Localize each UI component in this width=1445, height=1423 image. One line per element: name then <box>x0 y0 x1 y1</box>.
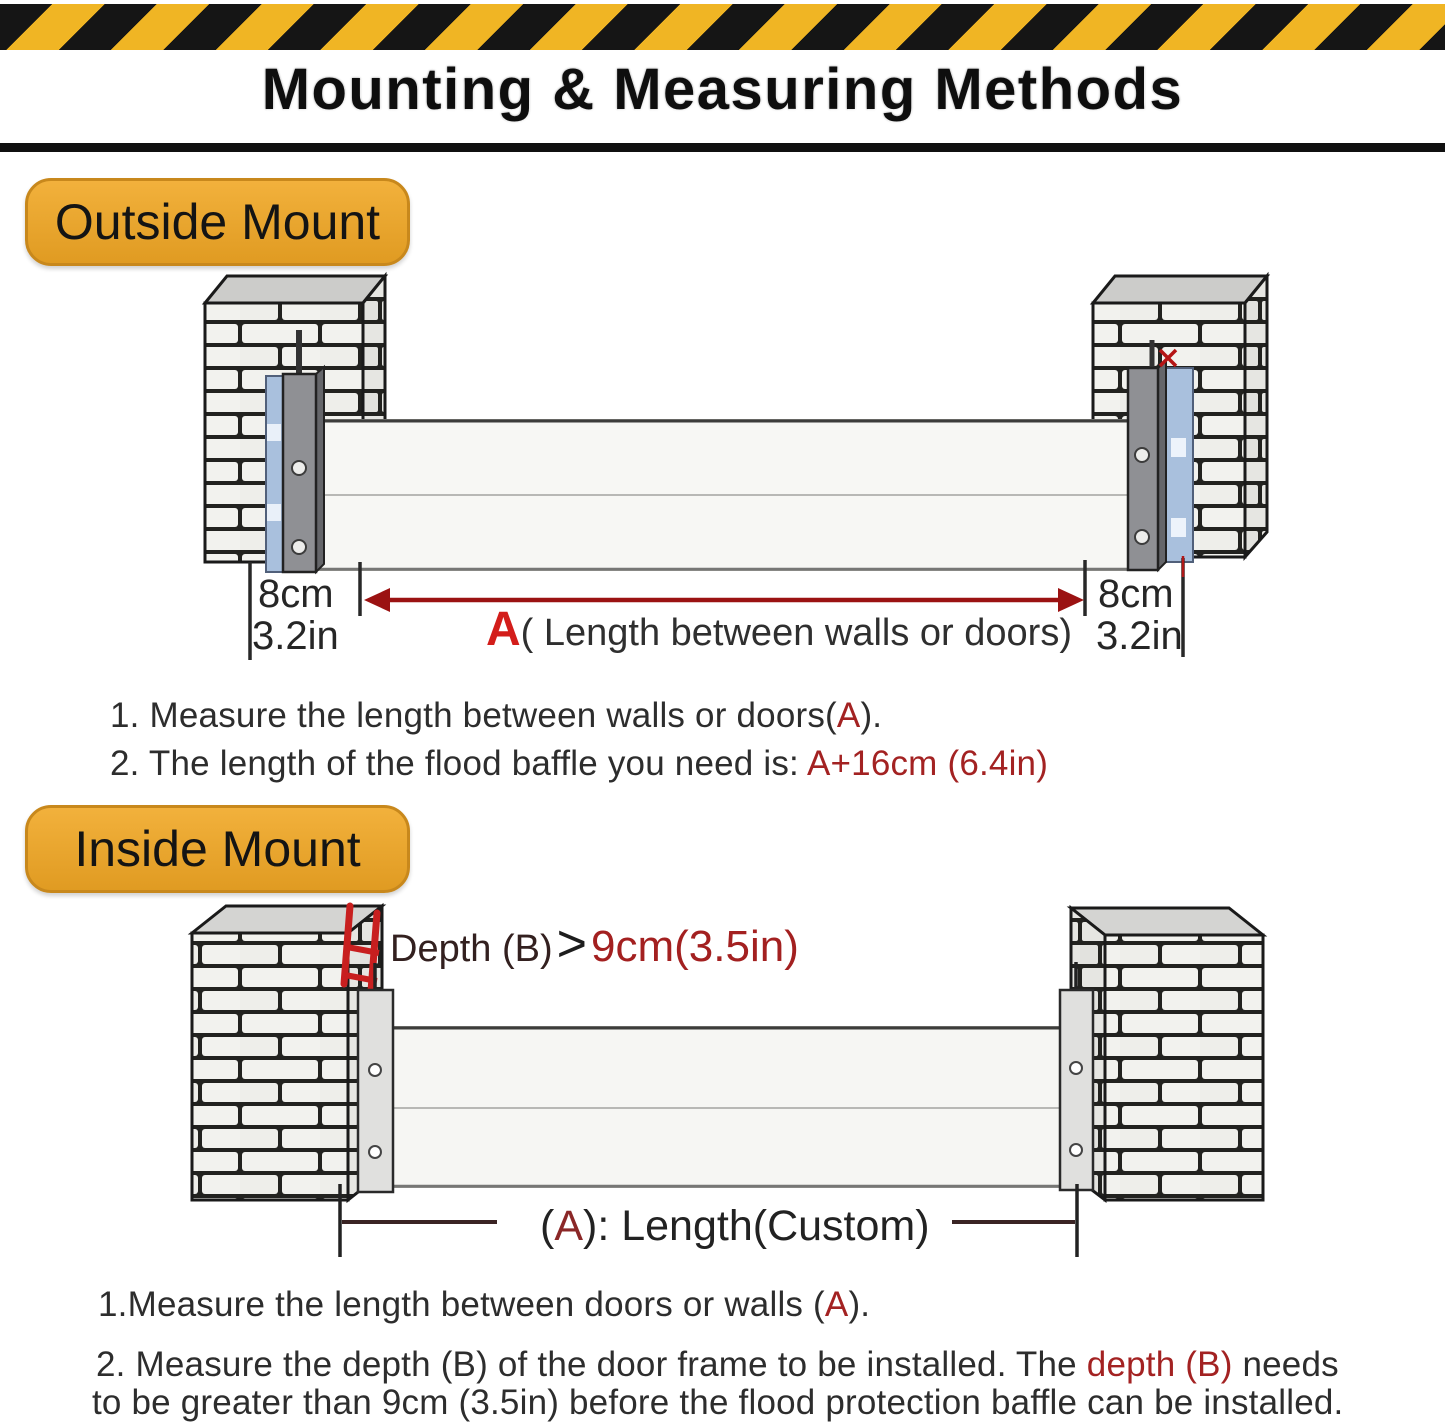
greater-than-sign: > <box>556 915 587 973</box>
inside-step-1-post: ). <box>848 1285 871 1324</box>
inside-step-1-red: A <box>824 1285 849 1324</box>
outside-step-2-text: 2. The length of the flood baffle you need is: <box>110 744 807 783</box>
inside-flood-baffle <box>393 1027 1060 1187</box>
inside-right-bracket <box>1060 962 1093 1190</box>
inside-step-2-text: 2. Measure the depth (B) of the door frame to be installed. The <box>96 1345 1087 1384</box>
inside-mount-badge-label: Inside Mount <box>74 821 361 877</box>
outside-right-bracket <box>1128 340 1193 570</box>
inside-step-2-line-2: to be greater than 9cm (3.5in) before the flood protection baffle can be installed. <box>92 1383 1344 1422</box>
inside-right-pillar <box>1071 908 1263 1200</box>
outside-step-2-red: A+16cm (6.4in) <box>806 744 1049 783</box>
outside-step-1-text: 1. Measure the length between walls or doors( <box>110 696 837 735</box>
inside-step-2-line-1 <box>96 1345 1339 1385</box>
depth-label <box>390 914 799 974</box>
inside-length-label-pre: ( <box>540 1202 555 1250</box>
outside-dim-left-in: 3.2in <box>252 614 339 658</box>
inside-step-1-text: 1.Measure the length between doors or walls ( <box>98 1285 825 1324</box>
depth-label-value: 9cm(3.5in) <box>591 922 799 971</box>
outside-span-label <box>486 602 1072 657</box>
outside-mount-badge-label: Outside Mount <box>54 194 381 250</box>
outside-mount-badge <box>25 178 410 266</box>
inside-length-label-post: ): Length(Custom) <box>583 1202 930 1250</box>
inside-mount-badge <box>25 805 410 893</box>
outside-dim-right-in: 3.2in <box>1096 614 1183 658</box>
inside-length-label-a: A <box>554 1202 584 1250</box>
outside-step-1-post: ). <box>860 696 883 735</box>
inside-left-bracket <box>358 963 393 1192</box>
depth-label-text: Depth (B) <box>390 928 553 970</box>
outside-step-1 <box>110 696 882 736</box>
outside-step-1-red: A <box>836 696 861 735</box>
outside-flood-baffle <box>316 420 1130 570</box>
outside-step-2 <box>110 744 1048 784</box>
page-title: Mounting & Measuring Methods <box>261 57 1184 122</box>
inside-step-2-red: depth (B) <box>1086 1345 1233 1384</box>
outside-span-label-rest: ( Length between walls or doors) <box>520 612 1072 654</box>
outside-dim-left-cm: 8cm <box>258 572 334 616</box>
inside-step-1 <box>98 1285 870 1325</box>
inside-step-2-mid: needs <box>1232 1345 1339 1384</box>
inside-length-label <box>540 1202 930 1251</box>
outside-span-label-a: A <box>486 603 521 656</box>
outside-dim-right-cm: 8cm <box>1098 572 1174 616</box>
